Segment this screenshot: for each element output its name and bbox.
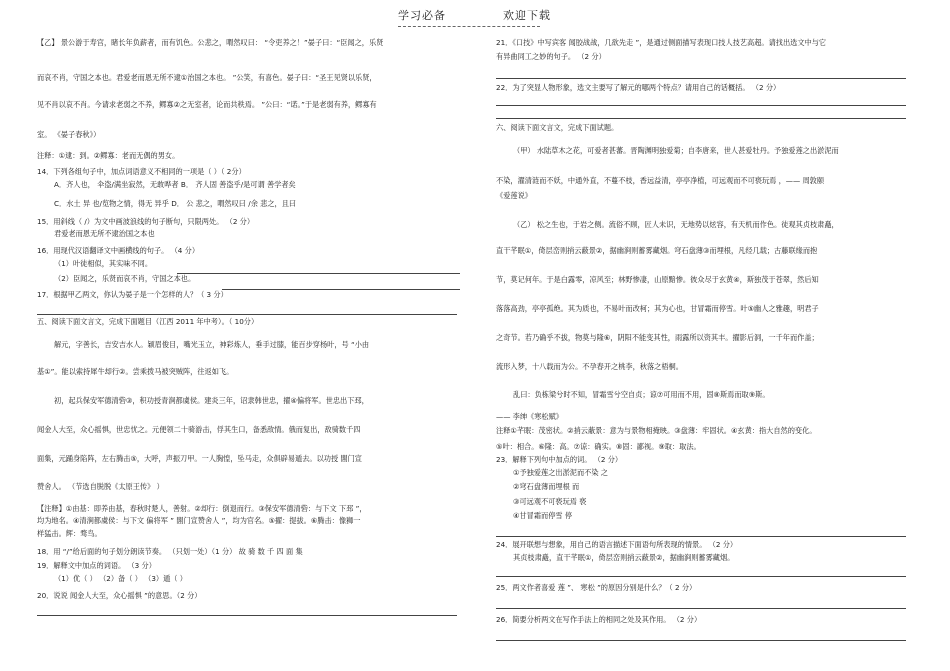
right-text-line: —— 李绅《寒松赋》 — [496, 412, 563, 421]
left-text-line: 18．用 “/”给后面的句子划分朗读节奏。 （只划一处）（1 分） 故 骑 数 千 四 面 集 — [37, 547, 303, 556]
right-text-line: 直干芊眠①，倚层峦则捎云蔽景②，据幽涧则蓄雾藏烟。穹石盘薄③而埋根，凡经几载；古藤联缘而抱 — [496, 246, 818, 255]
left-text-line: 解元，字善长，吉安吉水人。颖眉俊目，嘴光玉立，神彩炼人，垂手过膝，能百步穿杨叶，号 “小由 — [54, 340, 370, 349]
answer-line — [37, 314, 457, 315]
left-text-line: 15．用斜线（ /）为文中画波浪线的句子断句，只限两处。 （2 分） — [37, 217, 255, 226]
left-text-line: C．水土 异 也/览物之情，得无 异乎 D． 公 悲之，喟然叹曰 /余 悲之，且曰 — [54, 199, 297, 208]
left-text-line: 17．根据甲乙两文，你认为晏子是一个怎样的人？（ 3 分） — [37, 290, 228, 299]
left-text-line: 五、阅读下面文言文，完成下面题目（江西 2011 年中考）。（ 10分） — [37, 317, 259, 326]
right-text-line: （甲） 水陆草木之花，可爱者甚蕃。晋陶渊明独爱菊；自李唐来，世人甚爱牡丹。予独爱莲之出淤泥而 — [513, 146, 839, 155]
left-text-line: 【乙】 景公游于寿宫，睹长年负薪者，而有饥色。公悲之，喟然叹曰： “令吏养之！”晏子曰：“臣闻之，乐贤 — [37, 38, 384, 47]
left-text-line: 而哀不肖，守国之本也。君爱老而恩无所不逮①治国之本也。 ”公笑，有喜色。晏子曰：“圣王见贤以乐贤， — [37, 73, 377, 82]
left-column — [37, 0, 460, 671]
right-text-line: 注释①芊眠：茂密状。②捎云蔽景：意为与景物相掩映。③盘薄：牢固状。④玄黄：指大自然的变化。 — [496, 426, 817, 435]
answer-line — [177, 273, 460, 274]
left-text-line: 见不肖以哀不肖。今请求老弱之不养，鳏寡②之无室者，论而共秩焉。 ”公曰：“诺。”于是老弱有养，鳏寡有 — [37, 100, 377, 109]
left-text-line: 初，起兵保安军德清砦③，积功授青涧都虞侯。建炎三年，诏隶韩世忠，擢④偏将军。世忠出下邳， — [54, 396, 369, 405]
left-text-line: 19．解释文中加点的词语。 （3 分） — [37, 561, 156, 570]
right-text-line: 24．展开联想与想象，用自己的语言描述下面语句所表现的情景。 （2 分） — [496, 540, 738, 549]
right-text-line: 23．解释下列句中加点的词。 （2 分） — [496, 455, 623, 464]
left-text-line: （1）叶徒相似，其实味不同。 — [54, 259, 153, 268]
left-text-line: （1）优（ ） （2）备（ ） （3）遁（ ） — [54, 574, 187, 583]
right-text-line: 流形入梦，十八载而为公。不孕春开之桃李，秋落之梧桐。 — [496, 362, 683, 371]
right-column — [496, 0, 908, 671]
right-text-line: ②穹石盘薄而埋根 而 — [513, 482, 580, 491]
answer-line — [496, 576, 906, 577]
answer-line — [496, 105, 906, 106]
left-text-line: 注释：①逮：到。②鳏寡：老而无偶的男女。 — [37, 151, 180, 160]
left-text-line: A．齐人也， 伞盗/满坐寂然，无敢哗者 B． 齐人固 善盗乎/是可谓 善学者矣 — [54, 180, 296, 189]
right-text-line: （乙） 松之生也，于岩之侧。流俗不顾，匠人未识，无地势以炫容，有天机而作色。徒观其贞枝肃矗， — [513, 220, 839, 229]
right-text-line: 之奇节。若乃确乎不拔，物莫与隆⑥，阴阳不能变其性，雨露所以资其丰。擢影后洞，一千年而作盖； — [496, 333, 819, 342]
left-text-line: 16．用现代汉语翻译文中画横线的句子。 （4 分） — [37, 246, 200, 255]
left-text-line: 样猛击。辉：骛鸟。 — [37, 529, 102, 538]
header-right-title: 欢迎下载 — [503, 9, 551, 22]
right-text-line: 22．为了突显人物形象，选文主要写了解元的哪两个特点？请用自己的话概括。 （2 分） — [496, 83, 781, 92]
right-text-line: 25．两文作者喜爱 莲 ”、 寒松 ”的原因分别是什么？（ 2 分） — [496, 583, 697, 592]
answer-line — [496, 640, 906, 641]
left-text-line: 基①”。能以索持犀牛却行②。尝乘拨马被突贼阵，往返如飞。 — [37, 367, 234, 376]
left-text-line: 君爱老而恩无所不逮治国之本也 — [54, 229, 155, 238]
right-text-line: 有异曲同工之妙的句子。 （2 分） — [496, 52, 606, 61]
answer-line — [222, 289, 460, 290]
right-text-line: ⑤叶：相合。⑥隆：高。⑦谅：确实。⑧固：鄙视。⑨取：取法。 — [496, 442, 701, 451]
left-text-line: 面集，元踊身陷阵，左右腾击⑤，大呼，声振刀甲。一人胸惶，坠马走，众俱辟易遁去。以功授 閤门宣 — [37, 454, 362, 463]
answer-line — [37, 615, 457, 616]
right-text-line: 乱曰：负栋梁兮时不知，冒霜雪兮空自贞；谅⑦可用而不用，固⑧斯焉而取⑨斯。 — [513, 390, 770, 399]
header-left-title: 学习必备 — [398, 9, 446, 22]
right-text-line: 六、阅读下面文言文，完成下面试题。 — [496, 123, 619, 132]
answer-line — [496, 78, 906, 79]
right-text-line: 不染，濯清涟而不妖，中通外直，不蔓不枝，香远益清，亭亭净植，可远观而不可亵玩焉 ，—— 周敦颐 — [496, 176, 825, 185]
right-text-line: ④甘冒霜而停雪 停 — [513, 511, 573, 520]
answer-line — [496, 608, 906, 609]
left-text-line: 【注释】①由基：即养由基，春秋时楚人，善射。②却行：倒退而行。③保安军德清砦：与下文 下邳 ”， — [37, 504, 367, 513]
left-text-line: 20．说说 闻金人大至，众心摇惧 ”的意思。（2 分） — [37, 591, 202, 600]
right-text-line: 《爱莲说》 — [496, 191, 532, 200]
answer-line — [496, 536, 906, 537]
right-text-line: 21．《口技》中写宾客 闻胶战战，几欲先走 ”，是通过侧面描写表现口技人技艺高超。请找出选文中与它 — [496, 38, 827, 47]
answer-line — [496, 118, 906, 119]
right-text-line: ①予独爱莲之出淤泥而不染 之 — [513, 468, 608, 477]
left-text-line: 赞舍人。 （节选自脱脱《太原王传》 ） — [37, 482, 164, 491]
right-text-line: ③可远观不可亵玩焉 亵 — [513, 497, 587, 506]
left-text-line: 均为地名。④清涧都虞侯：与下文 偏将军 ” 閤门宣赞舍人 ”，均为官名。⑤擢：提拔。⑥腾击：像狮一 — [37, 516, 361, 525]
right-text-line: 落落高劲，亭亭孤绝。其为质也，不易叶而改柯；其为心也，甘冒霜而停雪。叶⑤幽人之雅趣，明君子 — [496, 304, 819, 313]
left-text-line: 室。 《晏子春秋》） — [37, 130, 101, 139]
left-text-line: 闻金人大至，众心摇惧，世忠忧之。元便领二十骑游击，俘其生口，备悉敌情。俄而复出，敌骑数千四 — [37, 425, 361, 434]
left-text-line: 14．下列各组句子中，加点词语意义不相同的一项是（ ）（ 2分） — [37, 167, 246, 176]
right-text-line: 其贞枝肃矗，直干芊眠①，倚层峦则捎云蔽景②，据幽涧则蓄雾藏烟。 — [513, 553, 735, 562]
right-text-line: 节，莫记何年。于是白露零，凉风至；林野惨凄，山原黯惨。彼众尽于玄黄④，斯独茂于苍翠，然后知 — [496, 275, 819, 284]
right-text-line: 26．简要分析两文在写作手法上的相同之处及其作用。 （2 分） — [496, 615, 702, 624]
left-text-line: （2）臣闻之，乐贤而哀不肖，守国之本也。 — [54, 274, 196, 283]
